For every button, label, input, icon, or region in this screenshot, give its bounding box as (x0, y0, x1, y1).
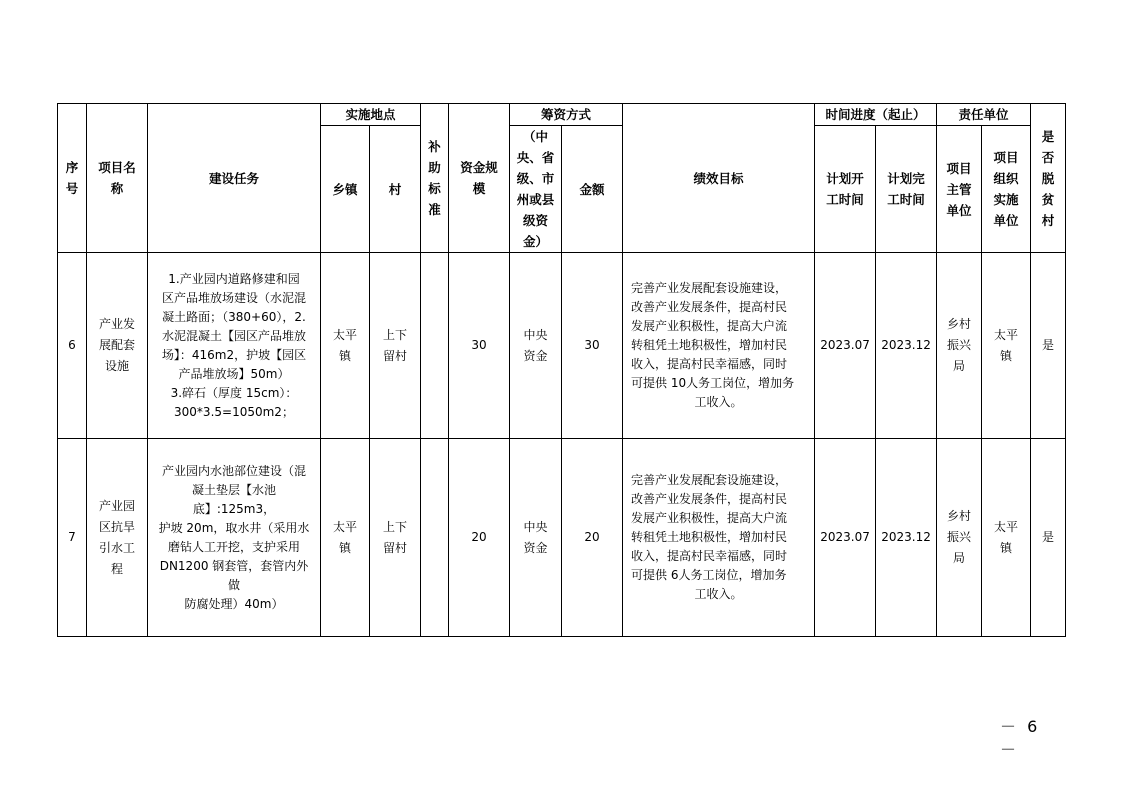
task-line: DN1200 钢套管，套管内外做 (159, 558, 309, 592)
task-line: 1.产业园内道路修建和园 (168, 271, 300, 286)
cell-end: 2023.12 (876, 439, 937, 637)
cell-implementer: 太平镇 (982, 253, 1031, 439)
header-responsible-group: 责任单位 (937, 104, 1031, 126)
header-amount: 金额 (562, 126, 623, 253)
cell-poverty: 是 (1031, 253, 1066, 439)
task-line: 凝土路面；（380+60），2. (162, 309, 306, 324)
table-row (58, 439, 1066, 637)
cell-supervisor: 乡村振兴局 (937, 439, 982, 637)
header-village: 村 (370, 126, 421, 253)
goal-line: 工收入。 (694, 587, 743, 601)
task-line: 产品堆放场】50m） (178, 366, 290, 381)
cell-subsidy (421, 439, 449, 637)
cell-name: 产业园区抗旱引水工程 (87, 439, 148, 637)
cell-township: 太平镇 (321, 253, 370, 439)
cell-goal (623, 253, 815, 439)
table-row (58, 253, 1066, 439)
cell-goal (623, 439, 815, 637)
task-line: 水泥混凝土【园区产品堆放 (161, 328, 306, 343)
cell-funding-source: 中央资金 (510, 439, 562, 637)
goal-line: 完善产业发展配套设施建设， (631, 281, 788, 295)
cell-name: 产业发展配套设施 (87, 253, 148, 439)
cell-seq: 6 (58, 253, 87, 439)
header-funding-source: （中央、省级、市州或县级资金） (510, 126, 562, 253)
project-table (57, 103, 1066, 637)
header-township: 乡镇 (321, 126, 370, 253)
goal-line: 发展产业积极性，提高大户流 (631, 319, 788, 333)
header-supervisor: 项目主管单位 (937, 126, 982, 253)
cell-amount: 20 (562, 439, 623, 637)
header-row-1 (58, 104, 1066, 126)
goal-line: 改善产业发展条件，提高村民 (631, 492, 788, 506)
header-location-group: 实施地点 (321, 104, 421, 126)
cell-supervisor: 乡村振兴局 (937, 253, 982, 439)
task-line: 区产品堆放场建设（水泥混 (161, 290, 306, 305)
cell-funding-source: 中央资金 (510, 253, 562, 439)
goal-line: 工收入。 (694, 395, 743, 409)
cell-start: 2023.07 (815, 439, 876, 637)
header-fund-scale: 资金规模 (449, 104, 510, 253)
goal-line: 改善产业发展条件，提高村民 (631, 300, 788, 314)
task-line: 场】：416m2，护坡【园区 (161, 347, 307, 362)
cell-village: 上下留村 (370, 439, 421, 637)
task-line: 凝土垫层【水池底】:125m3， (191, 482, 276, 516)
cell-implementer: 太平镇 (982, 439, 1031, 637)
header-start: 计划开工时间 (815, 126, 876, 253)
header-end: 计划完工时间 (876, 126, 937, 253)
goal-line: 发展产业积极性，提高大户流 (631, 511, 788, 525)
header-subsidy: 补助标准 (421, 104, 449, 253)
task-line: 3.碎石（厚度 15cm）： (170, 385, 298, 400)
header-goal: 绩效目标 (623, 104, 815, 253)
header-name: 项目名称 (87, 104, 148, 253)
page-number: － 6 － (1000, 717, 1041, 759)
task-line: 防腐处理）40m） (184, 596, 284, 611)
task-line: 磨钻人工开挖，支护采用 (167, 539, 300, 554)
task-line: 300*3.5=1050m2； (174, 404, 294, 419)
cell-start: 2023.07 (815, 253, 876, 439)
goal-line: 转租凭土地积极性，增加村民 (631, 530, 788, 544)
goal-line: 可提供 6人务工岗位，增加务 (631, 568, 787, 582)
task-line: 护坡 20m，取水井（采用水 (158, 520, 310, 535)
cell-township: 太平镇 (321, 439, 370, 637)
cell-seq: 7 (58, 439, 87, 637)
task-line: 产业园内水池部位建设（混 (161, 463, 306, 478)
cell-amount: 30 (562, 253, 623, 439)
header-seq: 序号 (58, 104, 87, 253)
cell-fund-scale: 30 (449, 253, 510, 439)
header-schedule-group: 时间进度（起止） (815, 104, 937, 126)
cell-subsidy (421, 253, 449, 439)
goal-line: 转租凭土地积极性，增加村民 (631, 338, 788, 352)
goal-line: 可提供 10人务工岗位，增加务 (631, 376, 795, 390)
cell-poverty: 是 (1031, 439, 1066, 637)
header-implementer: 项目组织实施单位 (982, 126, 1031, 253)
cell-task (148, 253, 321, 439)
header-task: 建设任务 (148, 104, 321, 253)
cell-task (148, 439, 321, 637)
header-poverty: 是否脱贫村 (1031, 104, 1066, 253)
goal-line: 收入，提高村民幸福感，同时 (631, 549, 788, 563)
goal-line: 完善产业发展配套设施建设， (631, 473, 788, 487)
goal-line: 收入，提高村民幸福感，同时 (631, 357, 788, 371)
cell-fund-scale: 20 (449, 439, 510, 637)
header-funding-group: 筹资方式 (510, 104, 623, 126)
cell-end: 2023.12 (876, 253, 937, 439)
cell-village: 上下留村 (370, 253, 421, 439)
